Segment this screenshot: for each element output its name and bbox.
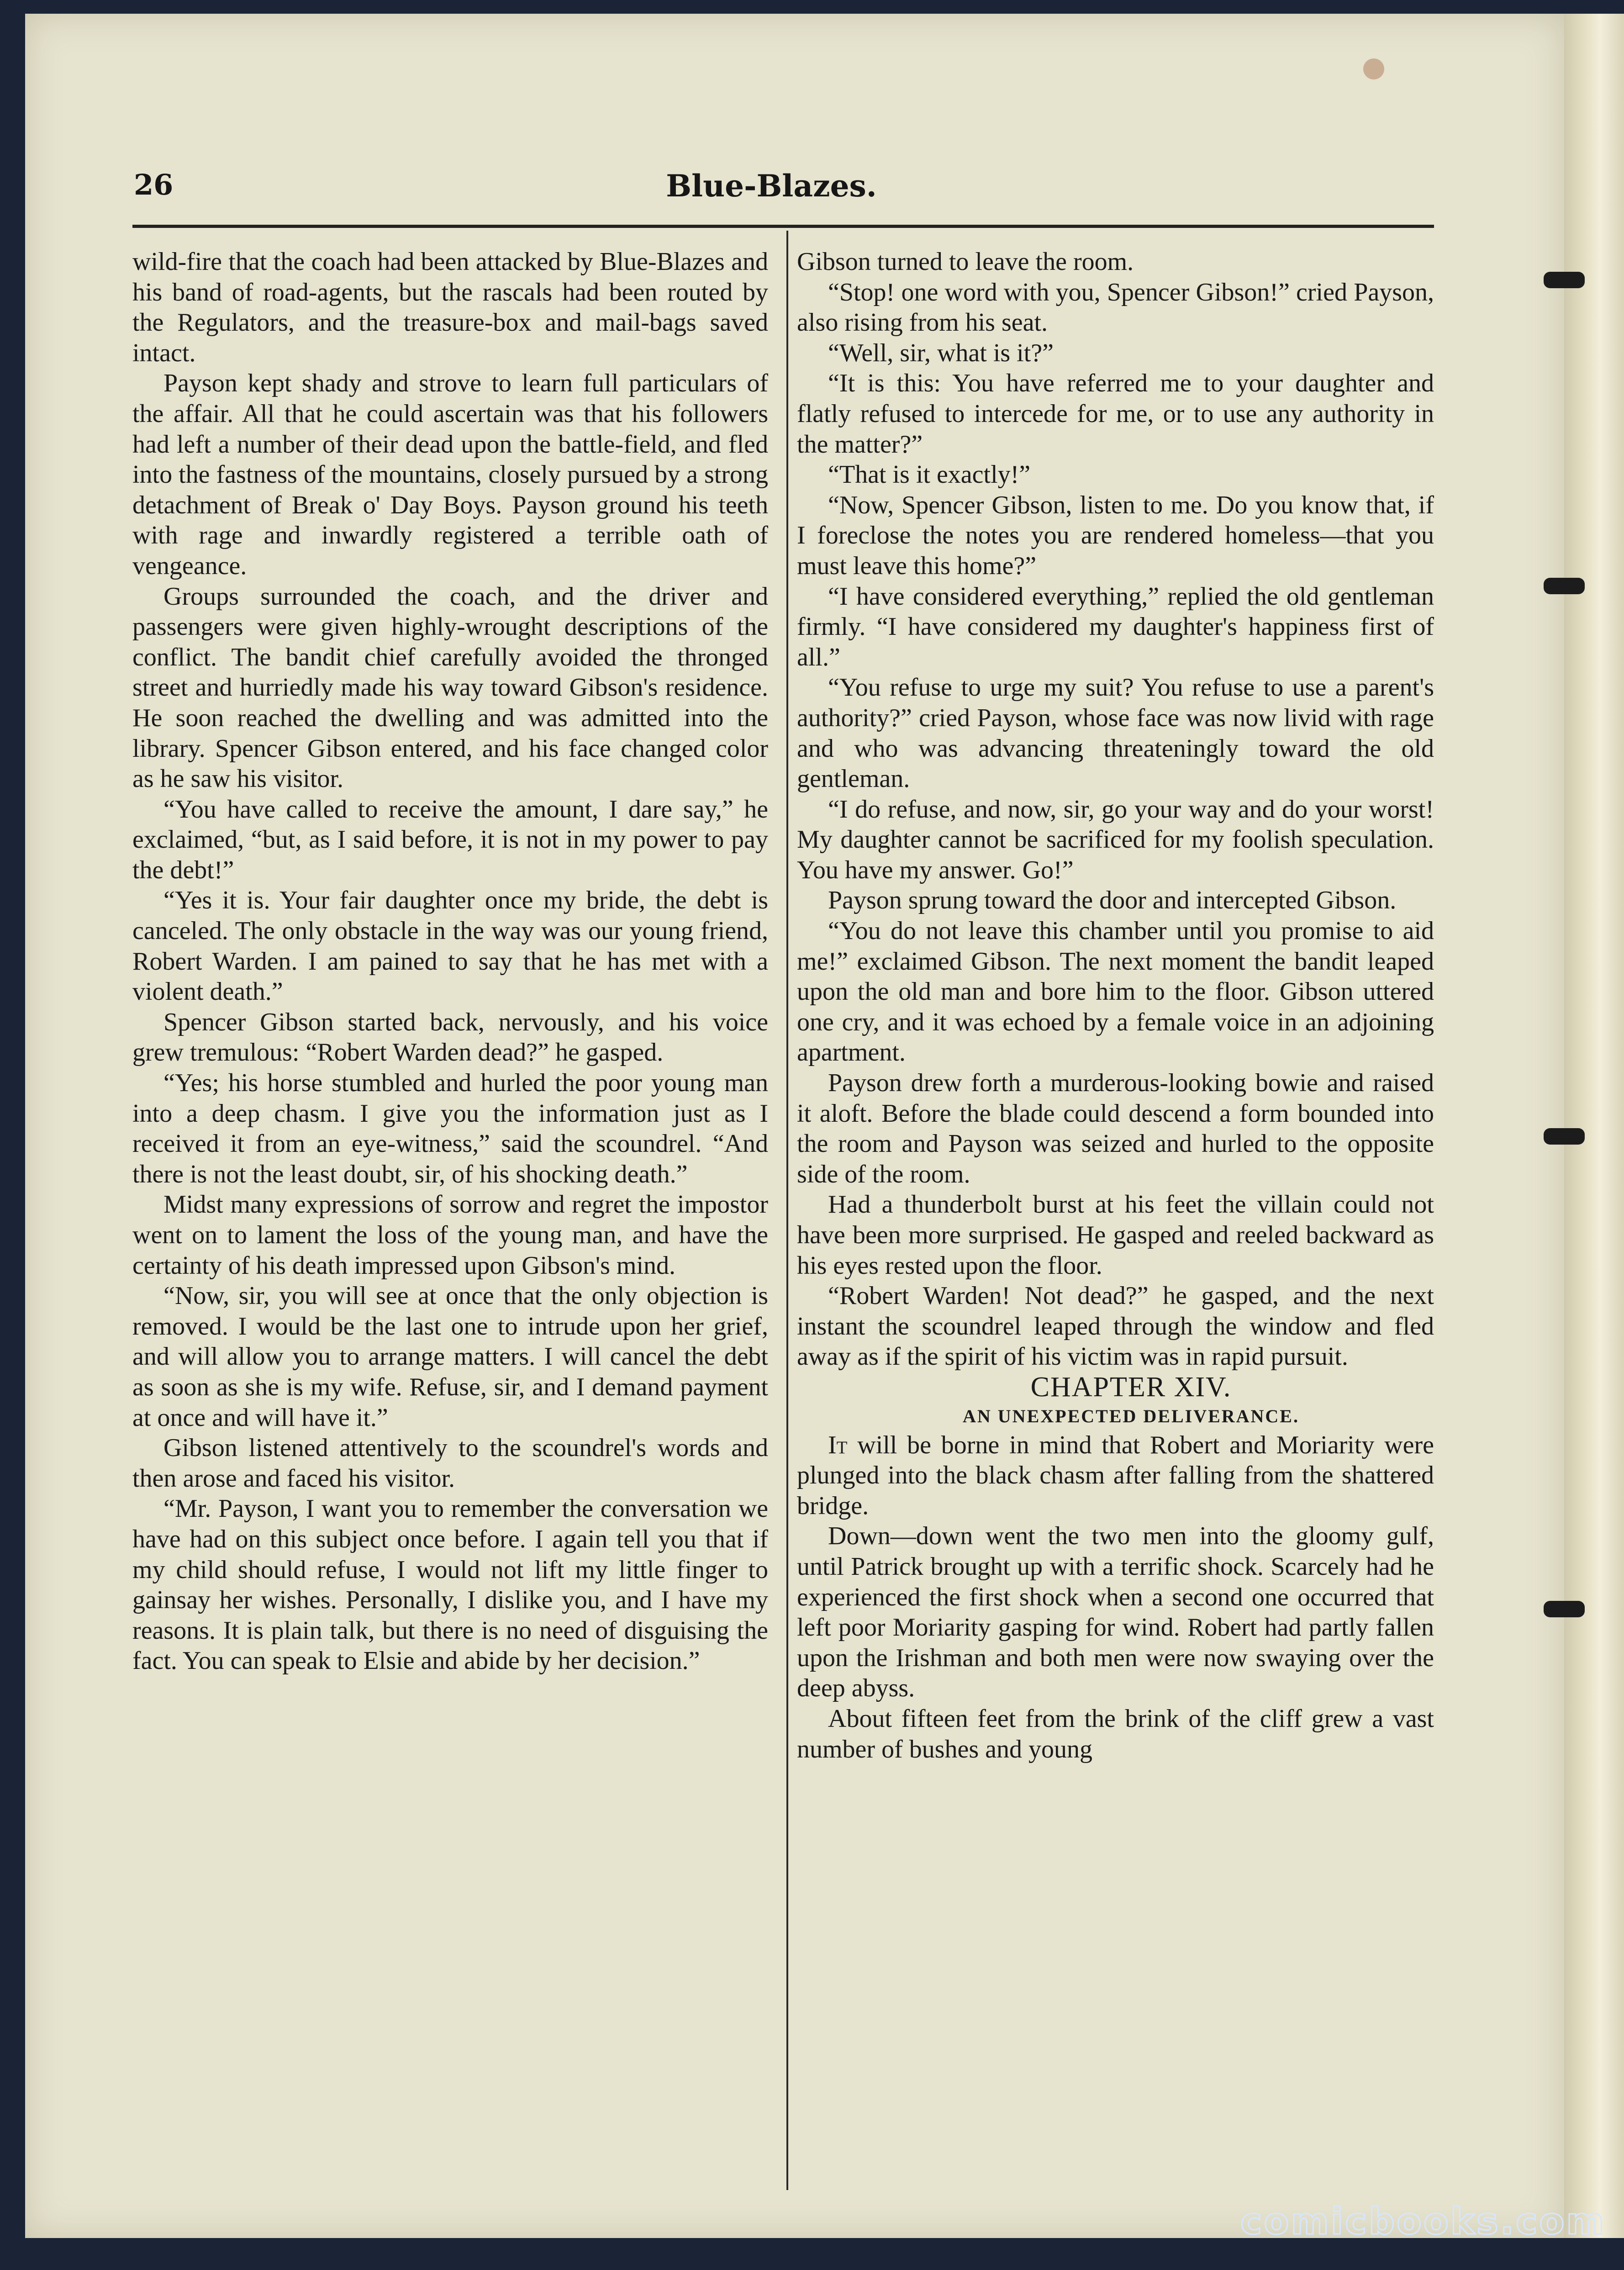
paragraph: “I have considered everything,” replied the old gentleman firmly. “I have considered my daughter's happiness first of all.” <box>797 582 1434 671</box>
paragraph: “Now, Spencer Gibson, listen to me. Do you know that, if I foreclose the notes you are rendered homeless—that you must leave this home?” <box>797 491 1434 580</box>
paragraph: Down—down went the two men into the gloomy gulf, until Patrick brought up with a terrific shock. Scarcely had he experienced the first shock when a second one occurred that left poor Moriarity gasping for wind. Robert had partly fallen upon the Irishman and both men were now swaying over the deep abyss. <box>797 1522 1434 1703</box>
paragraph: “Stop! one word with you, Spencer Gibson!” cried Payson, also rising from his seat. <box>797 278 1434 337</box>
column-divider <box>786 231 788 2190</box>
paragraph: “You do not leave this chamber until you promise to aid me!” exclaimed Gibson. The next moment the bandit leaped upon the old man and bore him to the floor. Gibson uttered one cry, and it was echoed by a female voice in an adjoining apartment. <box>797 917 1434 1067</box>
paragraph: “Mr. Payson, I want you to remember the conversation we have had on this subject once before. I again tell you that if my child should refuse, I would not lift my little finger to gainsay her wishes. Personally, I dislike you, and I have my reasons. It is plain talk, but there is no need of disguising the fact. You can speak to Elsie and abide by her decision.” <box>132 1494 768 1675</box>
paragraph: Payson sprung toward the door and intercepted Gibson. <box>828 886 1397 915</box>
paragraph: About fifteen feet from the brink of the cliff grew a vast number of bushes and young <box>797 1704 1434 1763</box>
paragraph: “It is this: You have referred me to your daughter and flatly refused to intercede for me, or to use any authority in the matter?” <box>797 369 1434 459</box>
binding-stitch <box>1544 578 1585 594</box>
page-number: 26 <box>134 168 174 201</box>
paragraph: Midst many expressions of sorrow and regret the impostor went on to lament the loss of the young man, and have the certainty of his death impressed upon Gibson's mind. <box>132 1190 768 1280</box>
paragraph: Gibson listened attentively to the scoundrel's words and then arose and faced his visitor. <box>132 1434 768 1493</box>
right-column <box>797 247 1434 2183</box>
opening-text: will be borne in mind that Robert and Moriarity were plunged into the black chasm after falling from the shattered bridge. <box>797 1431 1434 1520</box>
paragraph: “That is it exactly!” <box>828 460 1031 489</box>
paragraph: “Now, sir, you will see at once that the only objection is removed. I would be the last one to intrude upon her grief, and will allow you to arrange matters. I will cancel the debt as soon as she is my wife. Refuse, sir, and I demand payment at once and will have it.” <box>132 1282 768 1432</box>
paragraph: Payson drew forth a murderous-looking bowie and raised it aloft. Before the blade could descend a form bounded into the room and Payson was seized and hurled to the opposite side of the room. <box>797 1069 1434 1188</box>
paragraph: Had a thunderbolt burst at his feet the villain could not have been more surprised. He gasped and reeled backward as his eyes rested upon the floor. <box>797 1190 1434 1280</box>
paragraph: “Yes; his horse stumbled and hurled the poor young man into a deep chasm. I give you the information just as I received it from an eye-witness,” said the scoundrel. “And there is not the least doubt, sir, of his shocking death.” <box>132 1069 768 1188</box>
drop-word: It <box>828 1431 848 1459</box>
left-column <box>132 247 768 2183</box>
paragraph: Spencer Gibson started back, nervously, and his voice grew tremulous: “Robert Warden dead?” he gasped. <box>132 1008 768 1067</box>
paragraph: wild-fire that the coach had been attacked by Blue-Blazes and his band of road-agents, but the rascals had been routed by the Regulators, and the treasure-box and mail-bags saved intact. <box>132 248 768 367</box>
paragraph: “Yes it is. Your fair daughter once my bride, the debt is canceled. The only obstacle in the way was our young friend, Robert Warden. I am pained to say that he has met with a violent death.” <box>132 886 768 1006</box>
paragraph: “Well, sir, what is it?” <box>828 338 1054 367</box>
binding-stitch <box>1544 272 1585 288</box>
paragraph: Gibson turned to leave the room. <box>797 248 1134 276</box>
paragraph: Payson kept shady and strove to learn full particulars of the affair. All that he could ascertain was that his followers had left a number of their dead upon the battle-field, and fled into the fastness of the mountains, closely pursued by a strong detachment of Break o' Day Boys. Payson ground his teeth with rage and inwardly registered a terrible oath of vengeance. <box>132 369 768 580</box>
chapter-heading: CHAPTER XIV. <box>1030 1371 1232 1403</box>
binding-stitch <box>1544 1601 1585 1617</box>
header-rule <box>132 225 1434 228</box>
paragraph: “Robert Warden! Not dead?” he gasped, and the next instant the scoundrel leaped through the window and fled away as if the spirit of his victim was in rapid pursuit. <box>797 1282 1434 1371</box>
page-header <box>109 168 1434 205</box>
chapter-opening-paragraph <box>797 1430 1434 1521</box>
watermark-logo: comicbooks.com <box>1240 2200 1606 2243</box>
paragraph: “You refuse to urge my suit? You refuse to use a parent's authority?” cried Payson, whose face was now livid with rage and who was advancing threateningly toward the old gentleman. <box>797 673 1434 793</box>
chapter-subheading: AN UNEXPECTED DELIVERANCE. <box>963 1405 1299 1426</box>
paper-stain <box>1363 58 1384 79</box>
binding-stitch <box>1544 1128 1585 1145</box>
paragraph: “You have called to receive the amount, I dare say,” he exclaimed, “but, as I said before, it is not in my power to pay the debt!” <box>132 795 768 884</box>
running-title: Blue-Blazes. <box>666 168 877 204</box>
paragraph: Groups surrounded the coach, and the driver and passengers were given highly-wrought descriptions of the conflict. The bandit chief carefully avoided the thronged street and hurriedly made his way toward Gibson's residence. He soon reached the dwelling and was admitted into the library. Spencer Gibson entered, and his face changed color as he saw his visitor. <box>132 582 768 793</box>
binding-spine <box>1564 14 1624 2238</box>
paragraph: “I do refuse, and now, sir, go your way and do your worst! My daughter cannot be sacrificed for my foolish speculation. You have my answer. Go!” <box>797 795 1434 884</box>
